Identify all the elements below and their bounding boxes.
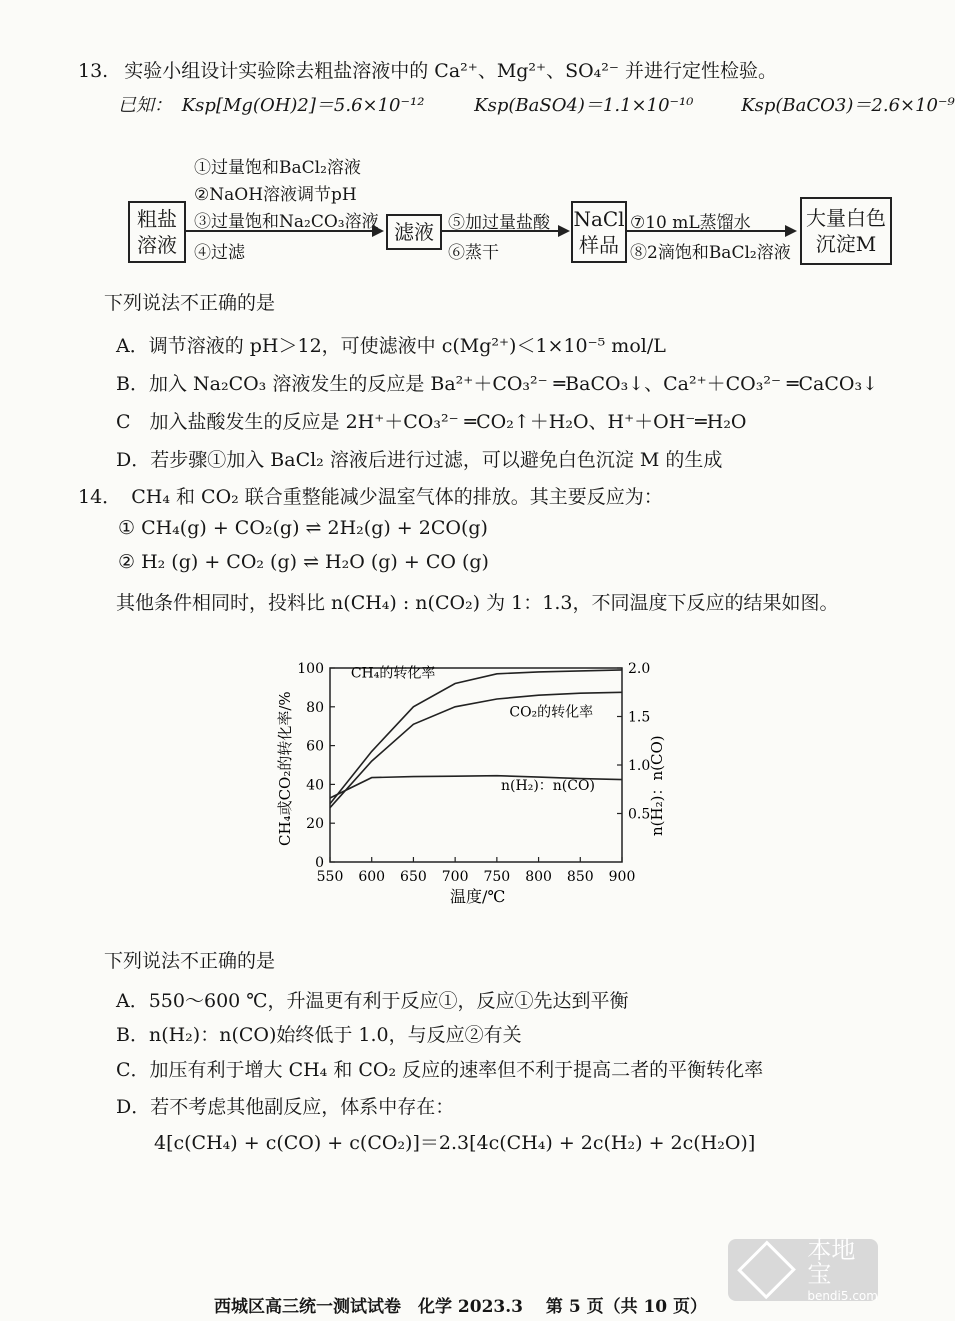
conversion-chart <box>270 646 690 916</box>
y-right-tick-label: 1.0 <box>628 758 651 774</box>
x-tick-label: 750 <box>483 869 511 885</box>
flow-arrow-3-head <box>785 225 797 237</box>
q13-prompt: 下列说法不正确的是 <box>104 292 276 314</box>
y-right-tick-label: 2.0 <box>628 661 651 677</box>
flow-step-7: ⑦10 mL蒸馏水 <box>630 213 751 233</box>
x-tick-label: 550 <box>316 869 344 885</box>
co2-conversion-line-label: CO₂的转化率 <box>509 704 594 721</box>
q13-stem <box>78 56 777 83</box>
q14-number: 14． <box>78 486 122 508</box>
x-tick-label: 900 <box>608 869 636 885</box>
q13-option-b: B．加入 Na₂CO₃ 溶液发生的反应是 Ba²⁺＋CO₃²⁻ ═BaCO₃↓、Ca²⁺＋CO₃²⁻ ═CaCO₃↓ <box>116 373 878 395</box>
x-tick-label: 800 <box>525 869 552 885</box>
q14-condition: 其他条件相同时，投料比 n(CH₄) : n(CO₂) 为 1：1.3，不同温度下反应的结果如图。 <box>116 592 839 614</box>
watermark-site: bendi5.com <box>807 1289 878 1303</box>
flow-arrow-2-head <box>558 225 570 237</box>
q14-option-a: A．550～600 ℃，升温更有利于反应①，反应①先达到平衡 <box>116 990 629 1012</box>
q13-option-c: C 加入盐酸发生的反应是 2H⁺＋CO₃²⁻ ═CO₂↑＋H₂O、H⁺＋OH⁻═H₂O <box>116 411 747 433</box>
flow-arrow-1-head <box>372 225 384 237</box>
flow-step-1: ①过量饱和BaCl₂溶液 <box>194 158 361 178</box>
x-tick-label: 600 <box>358 869 386 885</box>
plot-frame <box>330 665 622 862</box>
flow-step-5: ⑤加过量盐酸 <box>448 213 550 233</box>
q14-option-d-equation: 4[c(CH₄) + c(CO) + c(CO₂)]＝2.3[4c(CH₄) + 2c(H₂) + 2c(H₂O)] <box>154 1132 756 1154</box>
q13-stem-text: 实验小组设计实验除去粗盐溶液中的 Ca²⁺、Mg²⁺、SO₄²⁻ 并进行定性检验。 <box>124 60 777 82</box>
house-icon <box>737 1241 796 1300</box>
watermark-logo <box>728 1236 878 1303</box>
y-right-tick-label: 0.5 <box>628 806 651 823</box>
h2-co-ratio-line-label: n(H₂)：n(CO) <box>501 778 595 795</box>
ch4-conversion-line-label: CH₄的转化率 <box>350 665 436 682</box>
ksp-baco3: Ksp(BaCO3)＝2.6×10⁻⁹ <box>741 95 955 116</box>
x-tick-label: 700 <box>441 869 469 885</box>
flow-arrow-1 <box>184 230 372 232</box>
flow-step-4: ④过滤 <box>194 243 245 263</box>
y-right-label: n(H₂)：n(CO) <box>648 735 666 836</box>
q14-stem-text: CH₄ 和 CO₂ 联合重整能减少温室气体的排放。其主要反应为： <box>131 486 663 508</box>
y-left-label: CH₄或CO₂的转化率/% <box>276 691 294 846</box>
flow-step-8: ⑧2滴饱和BaCl₂溶液 <box>630 243 791 263</box>
known-label: 已知： <box>118 95 172 116</box>
flow-arrow-2 <box>440 230 558 232</box>
q13-option-a: A．调节溶液的 pH＞12，可使滤液中 c(Mg²⁺)＜1×10⁻⁵ mol/L <box>116 335 666 357</box>
flow-step-3: ③过量饱和Na₂CO₃溶液 <box>194 212 379 232</box>
q14-option-d: D．若不考虑其他副反应，体系中存在： <box>116 1096 455 1118</box>
q14-stem <box>78 482 663 509</box>
ksp-mgoh2: Ksp[Mg(OH)2]＝5.6×10⁻¹² <box>181 95 425 116</box>
y-left-tick-label: 60 <box>306 738 324 755</box>
y-left-tick-label: 80 <box>306 699 324 716</box>
q14-prompt: 下列说法不正确的是 <box>104 950 276 972</box>
y-left-tick-label: 0 <box>315 855 324 871</box>
y-left-tick-label: 20 <box>306 816 324 833</box>
y-left-tick-label: 100 <box>297 661 324 677</box>
crude-salt-box: 粗盐 溶液 <box>128 201 186 263</box>
white-precipitate-box: 大量白色 沉淀M <box>800 197 892 265</box>
flow-step-6: ⑥蒸干 <box>448 243 499 263</box>
flow-step-2: ②NaOH溶液调节pH <box>194 185 357 205</box>
nacl-sample-box: NaCl 样品 <box>571 201 627 263</box>
q13-number: 13. <box>78 60 109 82</box>
known-conditions <box>118 91 955 117</box>
reaction-1: ① CH₄(g) + CO₂(g) ⇌ 2H₂(g) + 2CO(g) <box>118 517 488 539</box>
watermark-brand: 本地宝 <box>807 1236 856 1288</box>
x-tick-label: 850 <box>566 869 594 885</box>
y-left-tick-label: 40 <box>306 777 324 794</box>
x-axis-label: 温度/℃ <box>450 887 506 906</box>
filtrate-box: 滤液 <box>386 214 442 250</box>
q13-option-d: D．若步骤①加入 BaCl₂ 溶液后进行过滤，可以避免白色沉淀 M 的生成 <box>116 449 723 471</box>
y-right-tick-label: 1.5 <box>628 709 651 726</box>
x-tick-label: 650 <box>400 869 427 885</box>
flow-arrow-3 <box>625 230 785 232</box>
ksp-baso4: Ksp(BaSO4)＝1.1×10⁻¹⁰ <box>474 95 694 116</box>
q14-option-b: B．n(H₂)：n(CO)始终低于 1.0，与反应②有关 <box>116 1024 522 1046</box>
reaction-2: ② H₂ (g) + CO₂ (g) ⇌ H₂O (g) + CO (g) <box>118 551 489 573</box>
page-footer: 西城区高三统一测试试卷 化学 2023.3 第 5 页（共 10 页） <box>214 1297 708 1317</box>
q14-option-c: C．加压有利于增大 CH₄ 和 CO₂ 反应的速率但不利于提高二者的平衡转化率 <box>116 1059 764 1081</box>
